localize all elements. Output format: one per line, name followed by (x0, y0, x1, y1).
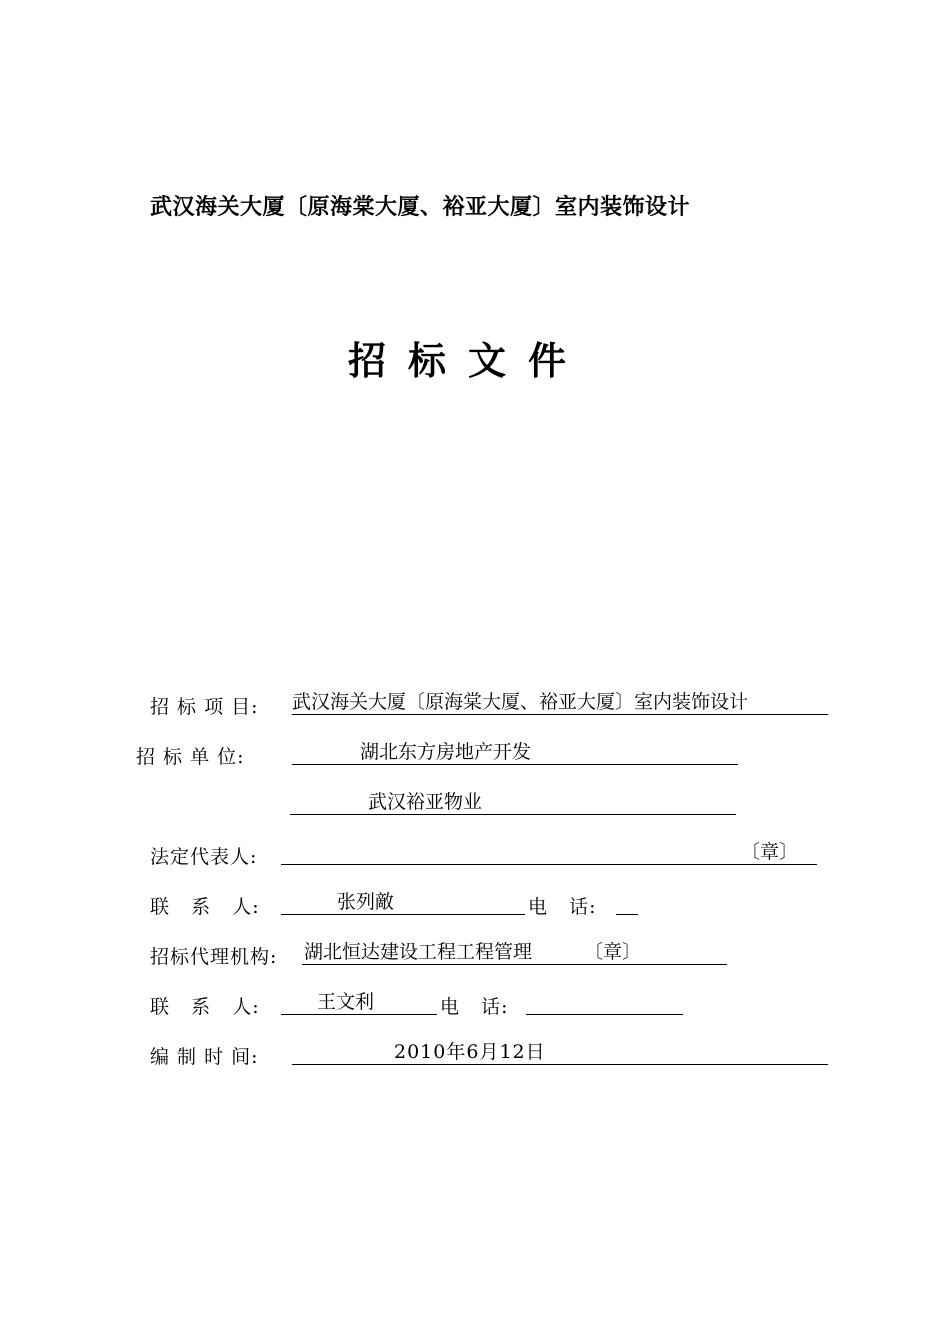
tenderer-line-2 (290, 790, 736, 815)
project-label: 招 标 项 目: (150, 696, 259, 718)
contact-2-value: 王文利 (317, 991, 375, 1013)
agency-label: 招标代理机构: (150, 946, 278, 968)
agency-value: 湖北恒达建设工程工程管理 (304, 941, 533, 963)
contact-1-phone-line (616, 890, 638, 915)
date-line (292, 1040, 828, 1065)
document-title: 招标文件 (348, 338, 589, 383)
agency-seal: 〔章〕 (584, 941, 642, 963)
date-label: 编 制 时 间: (150, 1046, 259, 1068)
tenderer-line-1 (292, 740, 738, 765)
date-value: 2010年6月12日 (394, 1041, 546, 1063)
contact-1-line (281, 890, 525, 915)
contact-1-phone-label: 电 话: (528, 896, 597, 918)
legal-rep-seal: 〔章〕 (741, 841, 799, 863)
contact-2-label: 联 系 人: (150, 996, 260, 1018)
project-value: 武汉海关大厦〔原海棠大厦、裕亚大厦〕室内装饰设计 (292, 691, 749, 713)
contact-1-label: 联 系 人: (150, 896, 260, 918)
legal-rep-line (281, 840, 817, 865)
contact-2-phone-line (526, 990, 683, 1015)
project-value-line (292, 690, 828, 715)
agency-line (302, 940, 727, 965)
legal-rep-label: 法定代表人: (150, 846, 258, 868)
project-title: 武汉海关大厦〔原海棠大厦、裕亚大厦〕室内装饰设计 (150, 194, 691, 220)
contact-2-line (281, 990, 437, 1015)
tenderer-value-1: 湖北东方房地产开发 (360, 741, 532, 763)
contact-2-phone-label: 电 话: (440, 996, 509, 1018)
tenderer-value-2: 武汉裕亚物业 (368, 791, 483, 813)
contact-1-value: 张列敵 (337, 891, 395, 913)
tenderer-label: 招 标 单 位: (136, 746, 245, 768)
